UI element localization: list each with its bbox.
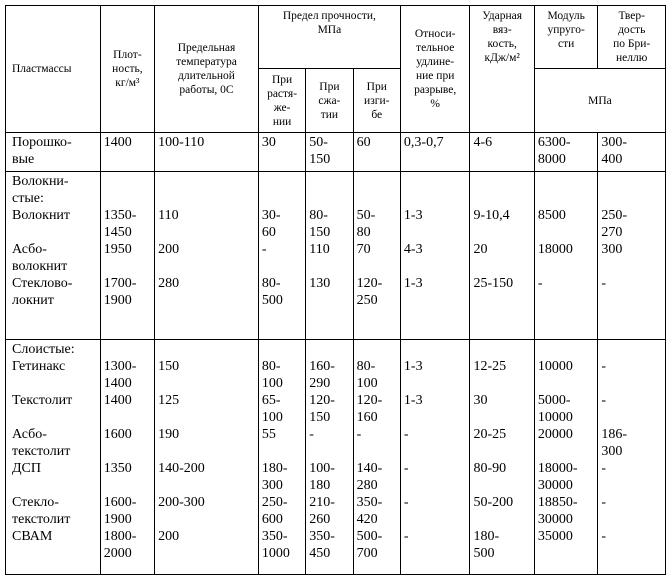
cell-material: Порошко- вые [6, 133, 101, 172]
table-row [6, 340, 666, 575]
header-brinell-hardness: Твер- дость по Бри- неллю [598, 6, 666, 69]
cell-modulus: 10000 5000- 10000 20000 18000- 30000 18850- 30000 35000 [534, 340, 597, 575]
cell-density: 1300- 1400 1400 1600 1350 1600- 1900 1800- 2000 [100, 340, 154, 575]
header-elongation: Относи- тельное удлине- ние при разрыве, % [400, 6, 470, 133]
cell-modulus: 6300- 8000 [534, 133, 597, 172]
table-row [6, 133, 666, 172]
cell-modulus: 8500 18000 - [534, 172, 597, 340]
cell-impact: 12-25 30 20-25 80-90 50-200 180- 500 [470, 340, 534, 575]
cell-impact: 9-10,4 20 25-150 [470, 172, 534, 340]
plastics-properties-table [5, 5, 666, 575]
cell-material: Слоистые: Гетинакс Текстолит Асбо- текстолит ДСП Стекло- текстолит СВАМ [6, 340, 101, 575]
cell-tension: 80- 100 65- 100 55 180- 300 250- 600 350- 1000 [258, 340, 305, 575]
table-row [6, 172, 666, 340]
cell-density: 1400 [100, 133, 154, 172]
header-elastic-modulus: Модуль упруго- сти [534, 6, 597, 69]
cell-hardness: 250- 270 300 - [598, 172, 666, 340]
header-tension: При растя- же- нии [258, 69, 305, 133]
header-unit-mpa: МПа [534, 69, 665, 133]
header-bending: При изги- бе [353, 69, 400, 133]
cell-temperature: 110 200 280 [155, 172, 259, 340]
cell-compression: 80- 150 110 130 [306, 172, 353, 340]
cell-impact: 4-6 [470, 133, 534, 172]
header-compression: При сжа- тии [306, 69, 353, 133]
cell-compression: 50- 150 [306, 133, 353, 172]
cell-bending: 60 [353, 133, 400, 172]
header-material: Пластмассы [6, 6, 101, 133]
header-strength-limit: Предел прочности, МПа [258, 6, 400, 69]
cell-elongation: 0,3-0,7 [400, 133, 470, 172]
cell-tension: 30 [258, 133, 305, 172]
header-density: Плот- ность, кг/м³ [100, 6, 154, 133]
cell-elongation: 1-3 1-3 - - - - [400, 340, 470, 575]
cell-tension: 30- 60 - 80- 500 [258, 172, 305, 340]
cell-bending: 50- 80 70 120- 250 [353, 172, 400, 340]
header-impact-strength: Ударная вяз- кость, кДж/м² [470, 6, 534, 133]
cell-compression: 160- 290 120- 150 - 100- 180 210- 260 350- 450 [306, 340, 353, 575]
cell-density: 1350- 1450 1950 1700- 1900 [100, 172, 154, 340]
cell-temperature: 100-110 [155, 133, 259, 172]
cell-hardness: 300- 400 [598, 133, 666, 172]
cell-material: Волокни- стые: Волокнит Асбо- волокнит Стеклово- локнит [6, 172, 101, 340]
cell-elongation: 1-3 4-3 1-3 [400, 172, 470, 340]
header-max-temperature: Предельная температура длительной работы, 0С [155, 6, 259, 133]
cell-bending: 80- 100 120- 160 - 140- 280 350- 420 500- 700 [353, 340, 400, 575]
cell-temperature: 150 125 190 140-200 200-300 200 [155, 340, 259, 575]
cell-hardness: - - 186- 300 - - - [598, 340, 666, 575]
